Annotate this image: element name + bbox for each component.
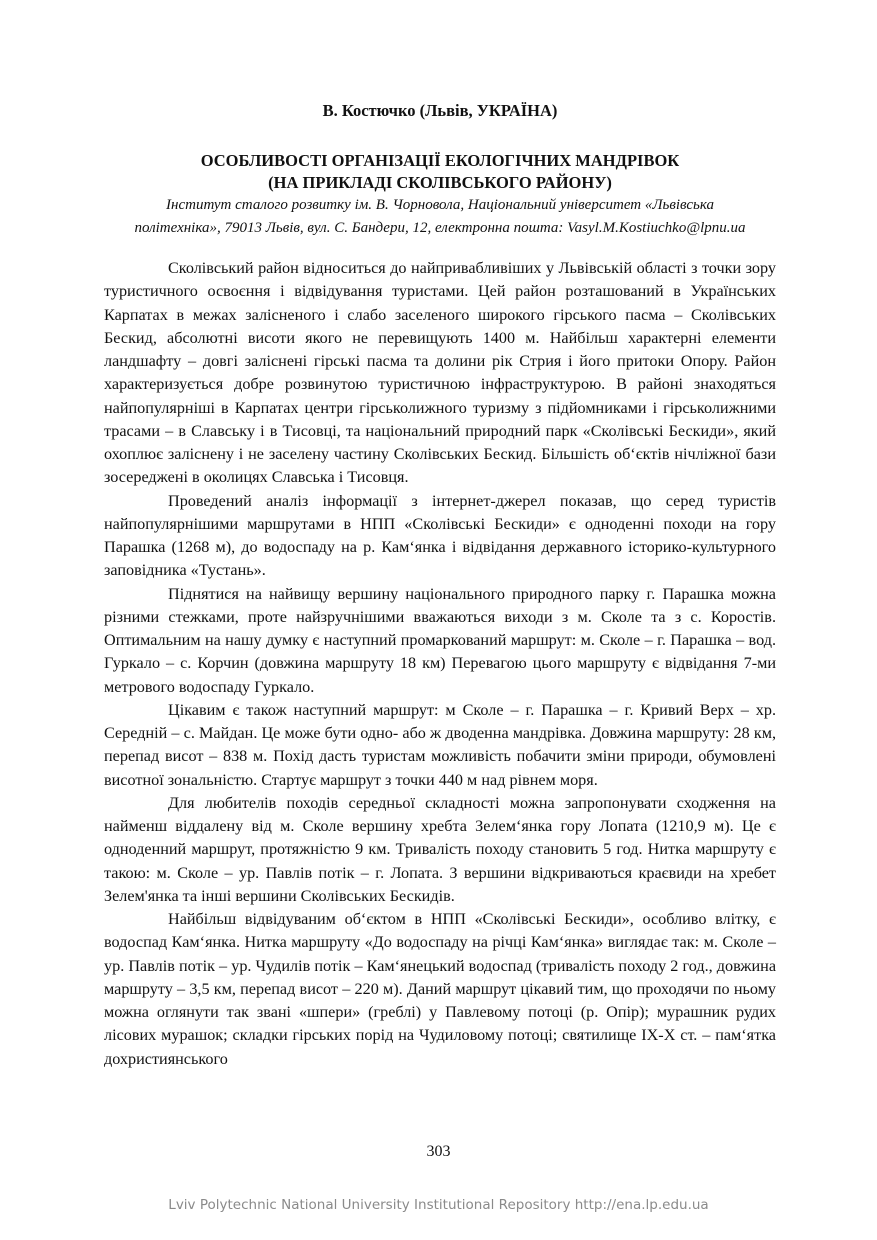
body-paragraph: Цікавим є також наступний маршрут: м Сколе – г. Парашка – г. Кривий Верх – хр. Середній – с. Майдан. Це може бути одно- або ж дводенна мандрівка. Довжина маршруту: 28 км, перепад висот – 838 м. Похід дасть туристам можливість побачити зміни природи, обумовлені висотної зональністю. Стартує маршрут з точки 440 м над рівнем моря. [104, 700, 776, 789]
affiliation-line-1: Інститут сталого розвитку ім. В. Чорновола, Національний університет «Львівська [166, 197, 714, 213]
affiliation [104, 194, 776, 239]
page-number: 303 [426, 1143, 451, 1160]
body-paragraph: Для любителів походів середньої складності можна запропонувати сходження на найменш віддалену від м. Сколе вершину хребта Зелем‘янка гору Лопата (1210,9 м). Це є одноденний маршрут, протяжністю 9 км. Тривалість походу становить 5 год. Нитка маршруту є такою: м. Сколе – ур. Павлів потік – г. Лопата. З вершини відкриваються краєвиди на хребет Зелем'янка та інші вершини Сколівських Бескидів. [104, 793, 776, 905]
body-text [104, 257, 776, 1071]
body-paragraph: Проведений аналіз інформації з інтернет-джерел показав, що серед туристів найпопулярнішими маршрутами в НПП «Сколівські Бескиди» є одноденні походи на гору Парашка (1268 м), до водоспаду на р. Кам‘янка і відвідання державного історико-культурного заповідника «Тустань». [104, 491, 776, 580]
body-paragraph: Піднятися на найвищу вершину національного природного парку г. Парашка можна різними стежками, проте найзручнішими вважаються виходи з м. Сколе та з с. Коростів. Оптимальним на нашу думку є наступний промаркований маршрут: м. Сколе – г. Парашка – вод. Гуркало – с. Корчин (довжина маршруту 18 км) Перевагою цього маршруту є відвідання 7-ми метрового водоспаду Гуркало. [104, 584, 776, 696]
body-paragraph: Сколівський район відноситься до найпривабливіших у Львівській області з точки зору туристичного освоєння і відвідування туристами. Цей район розташований в Українських Карпатах в межах залісненого і слабо заселеного широкого гірського пасма – Сколівських Бескид, абсолютні висоти якого не перевищують 1400 м. Найбільш характерні елементи ландшафту – довгі заліснені гірські пасма та долини рік Стрия і його притоки Опору. Район характеризується добре розвинутою туристичною інфраструктурою. В районі знаходяться найпопулярніші в Карпатах центри гірськолижного туризму з підйомниками і гірськолижними трасами – в Славську і в Тисовці, та національний природний парк «Сколівські Бескиди», який охоплює заліснену і не заселену частину Сколівських Бескид. Більшість об‘єктів нічліжної бази зосереджені в околицях Славська і Тисовця. [104, 259, 776, 487]
paper-page [104, 100, 776, 1071]
body-paragraph: Найбільш відвідуваним об‘єктом в НПП «Сколівські Бескиди», особливо влітку, є водоспад Кам‘янка. Нитка маршруту «До водоспаду на річці Кам‘янка» виглядає так: м. Сколе – ур. Павлів потік – ур. Чудилів потік – Кам‘янецький водоспад (тривалість походу 2 год., довжина маршруту – 3,5 км, перепад висот – 220 м). Даний маршрут цікавий тим, що проходячи по ньому можна оглянути так звані «шпери» (греблі) у Павлевому потоці (р. Опір); мурашник рудих лісових мурашок; складки гірських порід на Чудиловому потоці; святилище IX-X ст. – пам‘ятка дохристиянського [104, 910, 776, 1068]
paper-title-line-1: ОСОБЛИВОСТІ ОРГАНІЗАЦІЇ ЕКОЛОГІЧНИХ МАНДРІВОК [200, 151, 680, 170]
author-line: В. Костючко (Львів, УКРАЇНА) [322, 101, 558, 120]
paper-title-line-2: (НА ПРИКЛАДІ СКОЛІВСЬКОГО РАЙОНУ) [268, 173, 612, 192]
repository-footer: Lviv Polytechnic National University Institutional Repository http://ena.lp.edu.ua [168, 1197, 709, 1213]
affiliation-line-2: політехніка», 79013 Львів, вул. С. Бандери, 12, електронна пошта: Vasyl.M.Kostiuchko@lpnu.ua [134, 219, 746, 236]
